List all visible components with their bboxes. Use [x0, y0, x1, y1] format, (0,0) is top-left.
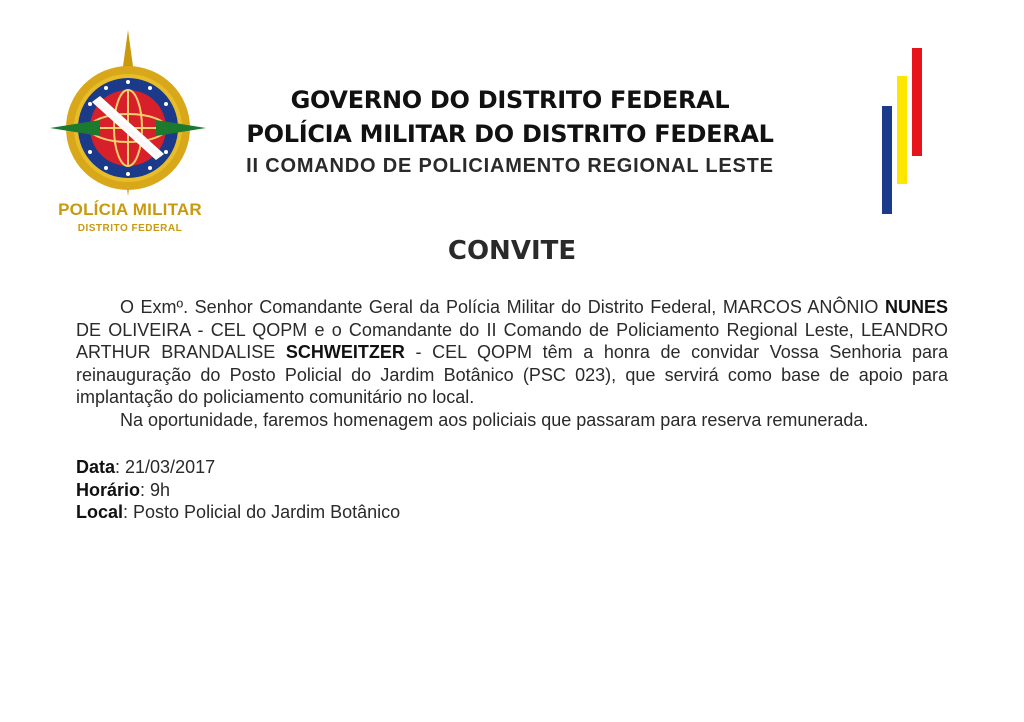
pmdf-emblem-icon: [40, 28, 220, 198]
invitation-paragraph: [76, 296, 948, 409]
date-value: : 21/03/2017: [115, 457, 216, 477]
pmdf-logo: [40, 28, 220, 238]
document-header: [195, 83, 825, 181]
event-details: [76, 456, 400, 524]
document-title: CONVITE: [447, 236, 577, 266]
red-stripe: [912, 48, 922, 156]
header-line-government: GOVERNO DO DISTRITO FEDERAL: [290, 86, 730, 114]
paragraph-text: DE OLIVEIRA - CEL QOPM e o Comandante do II Comando de Policiamento Regional Leste, LEANDRO ARTHUR BRANDALISE: [76, 319, 948, 362]
logo-subtitle: DISTRITO FEDERAL: [77, 223, 183, 234]
date-label: Data: [76, 457, 116, 477]
paragraph-text: - CEL QOPM têm a honra de convidar Vossa Senhoria para reinauguração do Posto Policial do Jardim Botânico (PSC 023), que servirá como base de apoio para implantação do policiamento comunitário no local.: [76, 342, 948, 407]
time-value: : 9h: [140, 479, 171, 500]
flag-stripes: [882, 46, 924, 216]
yellow-stripe: [897, 76, 907, 184]
time-label: Horário: [76, 479, 141, 500]
blue-stripe: [882, 106, 892, 214]
header-line-command: II COMANDO DE POLICIAMENTO REGIONAL LESTE: [246, 155, 774, 177]
detail-time: [76, 479, 400, 502]
header-line-police: POLÍCIA MILITAR DO DISTRITO FEDERAL: [246, 120, 774, 148]
detail-location: [76, 501, 400, 524]
bold-name-schweitzer: SCHWEITZER: [285, 342, 405, 362]
location-label: Local: [76, 502, 124, 522]
paragraph-text: O Exmº. Senhor Comandante Geral da Polícia Militar do Distrito Federal, MARCOS ANÔNIO: [120, 297, 885, 317]
detail-date: [76, 456, 400, 479]
bold-name-nunes: NUNES: [884, 297, 948, 317]
location-value: : Posto Policial do Jardim Botânico: [123, 502, 401, 522]
homage-paragraph: Na oportunidade, faremos homenagem aos policiais que passaram para reserva remunerada.: [120, 409, 869, 430]
logo-title: POLÍCIA MILITAR: [58, 200, 202, 219]
invitation-body: [76, 296, 948, 431]
